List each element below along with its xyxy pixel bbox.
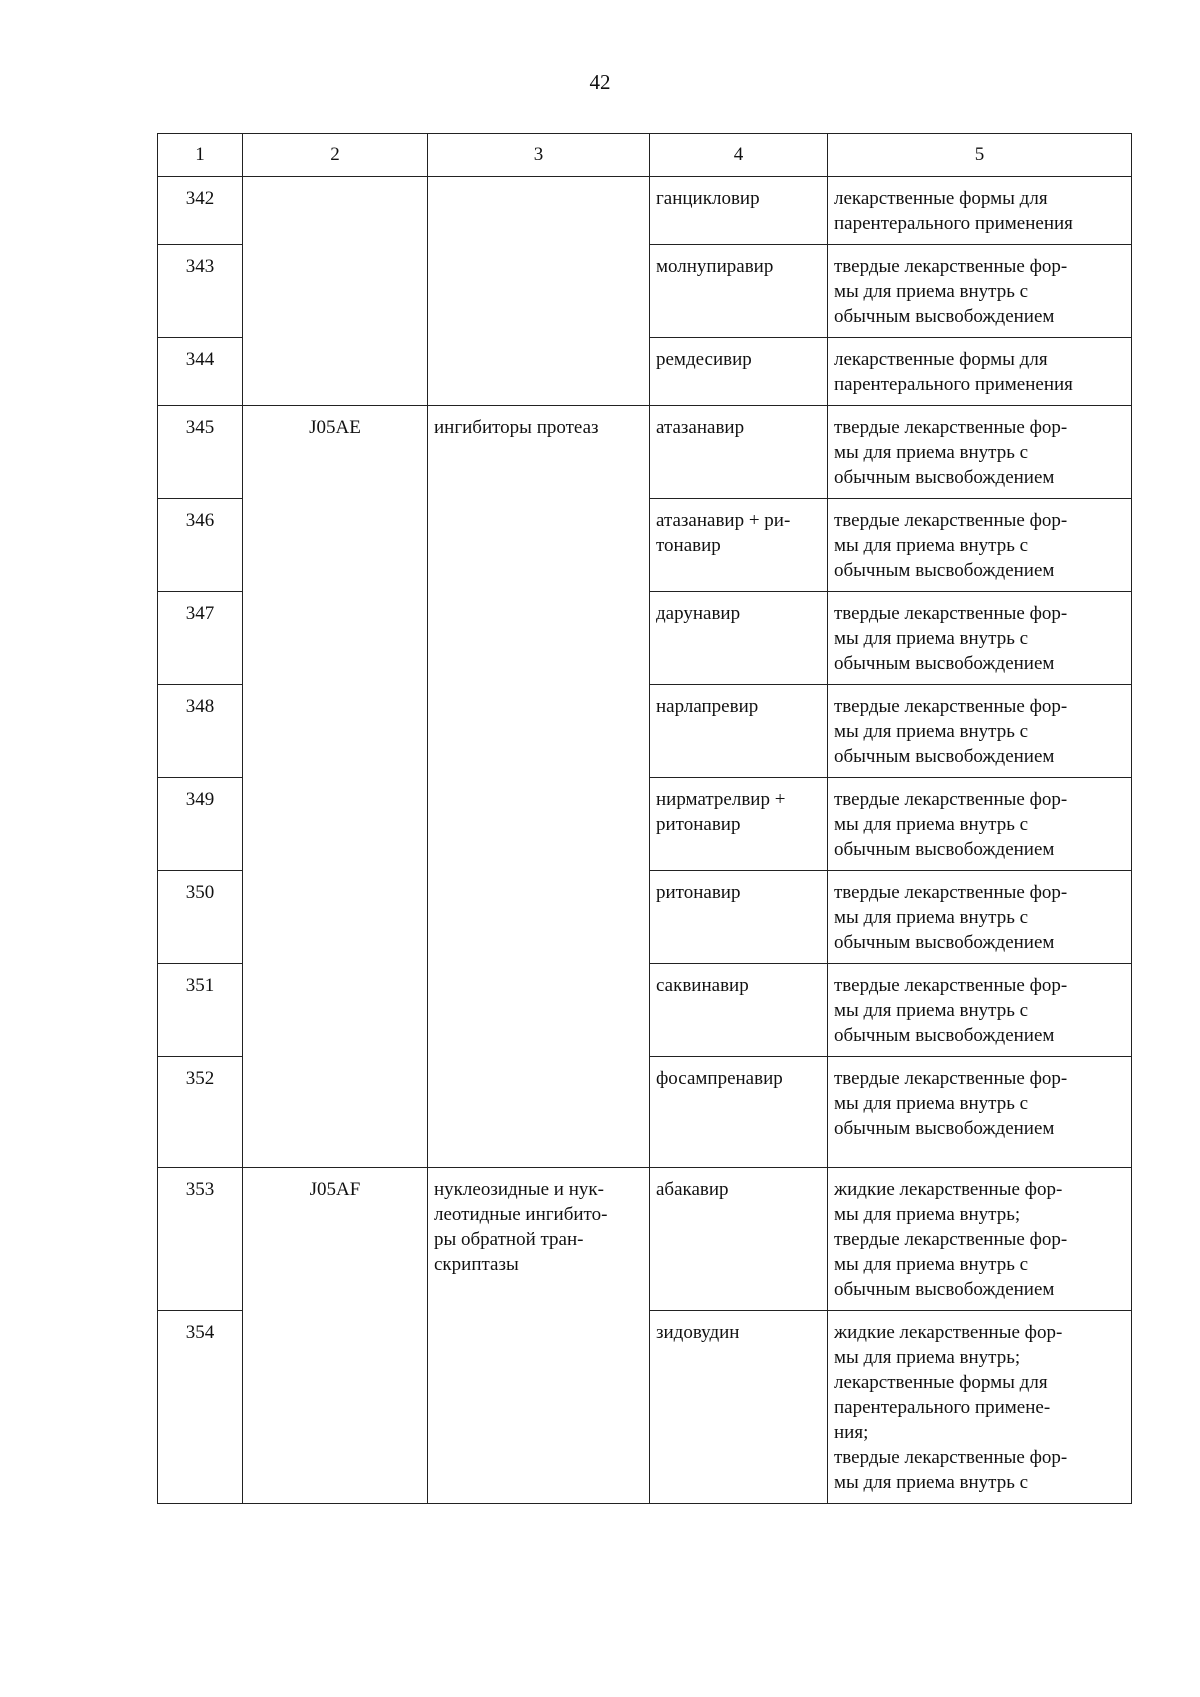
dosage-form bbox=[828, 1168, 1132, 1311]
dosage-form-line: мы для приема внутрь с bbox=[834, 1472, 1029, 1493]
drug-name-line: ганцикловир bbox=[656, 188, 760, 209]
drug-name-line: атазанавир bbox=[656, 417, 745, 438]
table-row bbox=[158, 1168, 1132, 1311]
drug-name bbox=[650, 778, 828, 871]
dosage-form-line: твердые лекарственные фор- bbox=[834, 510, 1068, 531]
dosage-form bbox=[828, 592, 1132, 685]
table-header bbox=[158, 134, 1132, 177]
pharmacological-group bbox=[428, 406, 650, 1168]
dosage-form-line: мы для приема внутрь с bbox=[834, 1254, 1029, 1275]
header-col-2: 2 bbox=[243, 134, 428, 177]
table-body bbox=[158, 177, 1132, 1504]
dosage-form-line: мы для приема внутрь; bbox=[834, 1347, 1021, 1368]
header-col-3: 3 bbox=[428, 134, 650, 177]
dosage-form bbox=[828, 499, 1132, 592]
header-col-1: 1 bbox=[158, 134, 243, 177]
dosage-form-line: парентерального применения bbox=[834, 374, 1073, 395]
row-number: 354 bbox=[158, 1311, 243, 1504]
drug-name-line: зидовудин bbox=[656, 1322, 740, 1343]
drug-name bbox=[650, 1168, 828, 1311]
dosage-form-line: обычным высвобождением bbox=[834, 467, 1055, 488]
dosage-form bbox=[828, 871, 1132, 964]
row-number: 352 bbox=[158, 1057, 243, 1168]
dosage-form-line: твердые лекарственные фор- bbox=[834, 1229, 1068, 1250]
drug-name bbox=[650, 245, 828, 338]
dosage-form-line: обычным высвобождением bbox=[834, 1118, 1055, 1139]
pharmacological-group bbox=[428, 177, 650, 406]
dosage-form-line: парентерального применения bbox=[834, 213, 1073, 234]
dosage-form-line: твердые лекарственные фор- bbox=[834, 696, 1068, 717]
row-number: 349 bbox=[158, 778, 243, 871]
pharmacological-group-line: леотидные ингибито- bbox=[434, 1204, 608, 1225]
drug-name-line: нирматрелвир + bbox=[656, 789, 786, 810]
atc-code bbox=[243, 177, 428, 406]
table-row bbox=[158, 406, 1132, 499]
dosage-form-line: обычным высвобождением bbox=[834, 653, 1055, 674]
row-number: 351 bbox=[158, 964, 243, 1057]
dosage-form-line: жидкие лекарственные фор- bbox=[834, 1179, 1063, 1200]
dosage-form-line: твердые лекарственные фор- bbox=[834, 417, 1068, 438]
drug-name bbox=[650, 871, 828, 964]
page-number: 42 bbox=[589, 70, 611, 94]
dosage-form-line: твердые лекарственные фор- bbox=[834, 975, 1068, 996]
dosage-form-line: обычным высвобождением bbox=[834, 746, 1055, 767]
dosage-form-line: обычным высвобождением bbox=[834, 1279, 1055, 1300]
pharmacological-group-line: скриптазы bbox=[434, 1254, 519, 1275]
drug-name bbox=[650, 338, 828, 406]
row-number: 348 bbox=[158, 685, 243, 778]
dosage-form-line: мы для приема внутрь с bbox=[834, 535, 1029, 556]
pharmacological-group-line: ингибиторы протеаз bbox=[434, 417, 599, 438]
row-number: 344 bbox=[158, 338, 243, 406]
drug-name bbox=[650, 177, 828, 245]
dosage-form bbox=[828, 685, 1132, 778]
drug-name bbox=[650, 1057, 828, 1168]
dosage-form-line: твердые лекарственные фор- bbox=[834, 603, 1068, 624]
dosage-form-line: мы для приема внутрь с bbox=[834, 628, 1029, 649]
dosage-form-line: мы для приема внутрь с bbox=[834, 442, 1029, 463]
dosage-form bbox=[828, 177, 1132, 245]
drug-name-line: ритонавир bbox=[656, 882, 741, 903]
header-col-5: 5 bbox=[828, 134, 1132, 177]
dosage-form bbox=[828, 964, 1132, 1057]
drug-name bbox=[650, 499, 828, 592]
row-number: 345 bbox=[158, 406, 243, 499]
drug-name-line: абакавир bbox=[656, 1179, 729, 1200]
dosage-form-line: твердые лекарственные фор- bbox=[834, 1447, 1068, 1468]
drug-name-line: саквинавир bbox=[656, 975, 749, 996]
row-number: 353 bbox=[158, 1168, 243, 1311]
row-number: 347 bbox=[158, 592, 243, 685]
dosage-form bbox=[828, 245, 1132, 338]
drug-table bbox=[157, 133, 1132, 1504]
dosage-form-line: лекарственные формы для bbox=[834, 1372, 1048, 1393]
drug-name-line: фосампренавир bbox=[656, 1068, 783, 1089]
drug-name-line: тонавир bbox=[656, 535, 721, 556]
drug-name-line: ремдесивир bbox=[656, 349, 752, 370]
dosage-form-line: мы для приема внутрь с bbox=[834, 1093, 1029, 1114]
dosage-form-line: обычным высвобождением bbox=[834, 1025, 1055, 1046]
dosage-form bbox=[828, 406, 1132, 499]
dosage-form-line: обычным высвобождением bbox=[834, 306, 1055, 327]
drug-name bbox=[650, 1311, 828, 1504]
dosage-form-line: твердые лекарственные фор- bbox=[834, 1068, 1068, 1089]
drug-name bbox=[650, 964, 828, 1057]
dosage-form bbox=[828, 1311, 1132, 1504]
dosage-form-line: твердые лекарственные фор- bbox=[834, 256, 1068, 277]
pharmacological-group-line: ры обратной тран- bbox=[434, 1229, 584, 1250]
dosage-form-line: жидкие лекарственные фор- bbox=[834, 1322, 1063, 1343]
pharmacological-group-line: нуклеозидные и нук- bbox=[434, 1179, 604, 1200]
dosage-form-line: лекарственные формы для bbox=[834, 188, 1048, 209]
drug-name bbox=[650, 685, 828, 778]
dosage-form-line: мы для приема внутрь с bbox=[834, 281, 1029, 302]
dosage-form-line: обычным высвобождением bbox=[834, 839, 1055, 860]
atc-code: J05AE bbox=[243, 406, 428, 1168]
pharmacological-group bbox=[428, 1168, 650, 1504]
drug-name bbox=[650, 592, 828, 685]
dosage-form-line: мы для приема внутрь; bbox=[834, 1204, 1021, 1225]
row-number: 346 bbox=[158, 499, 243, 592]
atc-code: J05AF bbox=[243, 1168, 428, 1504]
drug-name-line: молнупиравир bbox=[656, 256, 774, 277]
dosage-form bbox=[828, 338, 1132, 406]
dosage-form-line: обычным высвобождением bbox=[834, 932, 1055, 953]
drug-name-line: дарунавир bbox=[656, 603, 741, 624]
dosage-form-line: мы для приема внутрь с bbox=[834, 814, 1029, 835]
dosage-form-line: мы для приема внутрь с bbox=[834, 1000, 1029, 1021]
dosage-form-line: парентерального примене- bbox=[834, 1397, 1051, 1418]
row-number: 350 bbox=[158, 871, 243, 964]
dosage-form-line: мы для приема внутрь с bbox=[834, 907, 1029, 928]
table-row bbox=[158, 177, 1132, 245]
dosage-form-line: твердые лекарственные фор- bbox=[834, 882, 1068, 903]
dosage-form-line: обычным высвобождением bbox=[834, 560, 1055, 581]
drug-name-line: ритонавир bbox=[656, 814, 741, 835]
dosage-form bbox=[828, 1057, 1132, 1168]
dosage-form-line: мы для приема внутрь с bbox=[834, 721, 1029, 742]
row-number: 342 bbox=[158, 177, 243, 245]
dosage-form-line: лекарственные формы для bbox=[834, 349, 1048, 370]
dosage-form bbox=[828, 778, 1132, 871]
drug-name-line: атазанавир + ри- bbox=[656, 510, 791, 531]
header-row bbox=[158, 134, 1132, 177]
dosage-form-line: ния; bbox=[834, 1422, 869, 1443]
header-col-4: 4 bbox=[650, 134, 828, 177]
drug-name bbox=[650, 406, 828, 499]
drug-name-line: нарлапревир bbox=[656, 696, 759, 717]
dosage-form-line: твердые лекарственные фор- bbox=[834, 789, 1068, 810]
row-number: 343 bbox=[158, 245, 243, 338]
